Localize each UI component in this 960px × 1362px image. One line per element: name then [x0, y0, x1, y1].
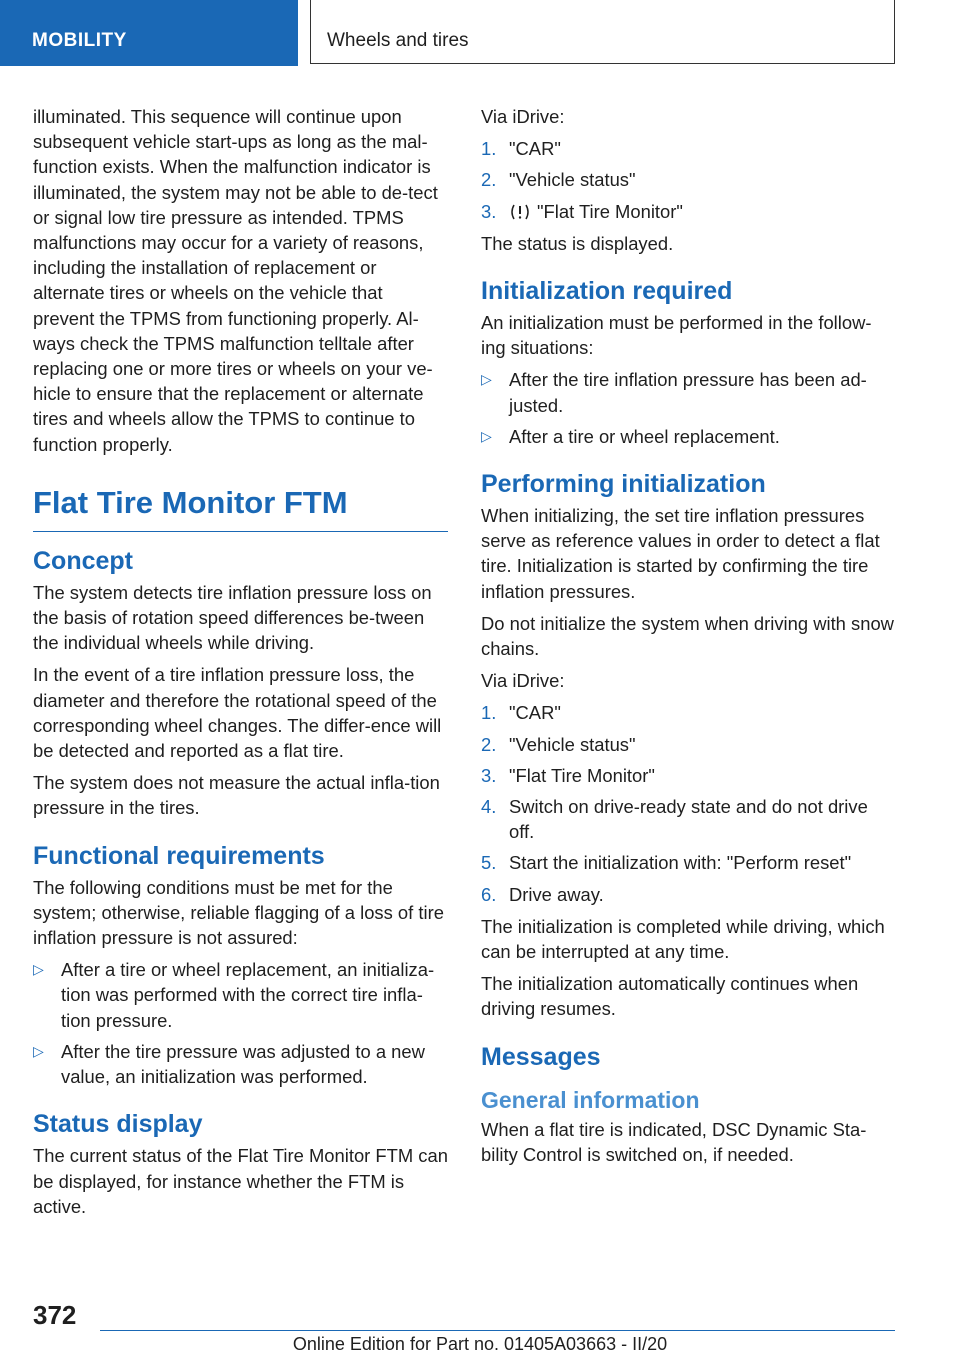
performing-initialization-heading: Performing initialization — [481, 470, 766, 499]
footer-divider — [100, 1330, 895, 1331]
bullet-triangle-icon: ▷ — [33, 1042, 44, 1059]
list-item: ▷ After a tire or wheel replacement. — [481, 424, 895, 449]
general-information-heading: General information — [481, 1086, 700, 1113]
list-item: 5. Start the initialization with: "Perform reset" — [481, 852, 852, 874]
chapter-title: Wheels and tires — [327, 30, 469, 51]
list-item: 3. "Flat Tire Monitor" — [481, 764, 655, 786]
functional-requirements-heading: Functional requirements — [33, 841, 325, 870]
init-required-paragraph: An initialization must be performed in the follow-ing situations: — [481, 312, 872, 359]
page-number: 372 — [33, 1300, 77, 1330]
left-column — [33, 104, 448, 1226]
performing-paragraph: The initialization automatically continues when driving resumes. — [481, 973, 859, 1020]
messages-paragraph: When a flat tire is indicated, DSC Dynamic Sta-bility Control is switched on, if needed. — [481, 1118, 867, 1165]
footer-edition: Online Edition for Part no. 01405A03663 - II/20 — [292, 1334, 668, 1354]
concept-paragraph: In the event of a tire inflation pressure loss, the diameter and therefore the rotational speed of the corresponding wheel changes. The differ-ence will be detected and reported as a flat tire. — [33, 664, 442, 762]
list-item: ▷ After a tire or wheel replacement, an initializa-tion was performed with the correct tire infla-tion pressure. — [33, 959, 435, 1031]
list-item: 1. "CAR" — [481, 138, 561, 160]
initialization-steps-list — [481, 700, 895, 906]
performing-paragraph: When initializing, the set tire inflation pressures serve as reference values in order to detect a flat tire. Initialization is started by confirming the tire inflation pressures. — [481, 505, 880, 602]
list-item: 2. "Vehicle status" — [481, 169, 636, 191]
list-item: ▷ After the tire inflation pressure has been ad-justed. — [481, 369, 867, 416]
list-item: ▷ After the tire pressure was adjusted to a new value, an initialization was performed. — [33, 1040, 425, 1088]
initialization-required-heading: Initialization required — [481, 277, 733, 306]
messages-heading: Messages — [481, 1042, 601, 1071]
performing-paragraph: Do not initialize the system when driving with snow chains. — [481, 612, 894, 660]
via-idrive-label: Via iDrive: — [481, 106, 565, 127]
section-label: MOBILITY — [32, 30, 127, 51]
chapter-header — [310, 0, 895, 64]
status-paragraph: The current status of the Flat Tire Monitor FTM can be displayed, for instance whether the FTM is active. — [33, 1145, 448, 1217]
performing-paragraph: The initialization is completed while driving, which can be interrupted at any time. — [481, 915, 885, 963]
page-title: Flat Tire Monitor FTM — [33, 485, 448, 532]
intro-paragraph: illuminated. This sequence will continue upon subsequent vehicle start-ups as long as the mal-function exists. When the malfunction indicator is illuminated, the system may not be able to de-tect or signal low tire pressure as intended. TPMS malfunctions may occur for a variety of reasons, including the installation of replacement or alternate tires or wheels on the vehicle that prevent the TPMS from functioning properly. Al-ways check the TPMS malfunction telltale after replacing one or more tires or wheels on your ve-hicle to ensure that the replacement or alternate tires and wheels allow the TPMS to continue to function properly. — [33, 106, 438, 455]
list-item: 2. "Vehicle status" — [481, 733, 636, 755]
concept-paragraph: The system detects tire inflation pressure loss on the basis of rotation speed differences be-tween the individual wheels while driving. — [33, 581, 432, 654]
functional-bullet-list — [33, 957, 448, 1089]
flat-tire-warning-icon — [509, 203, 531, 221]
list-item: 3. "Flat Tire Monitor" — [481, 200, 683, 222]
section-tab — [0, 0, 298, 66]
bullet-triangle-icon: ▷ — [33, 961, 44, 978]
via-idrive-label: Via iDrive: — [481, 670, 565, 692]
bullet-triangle-icon: ▷ — [481, 427, 492, 444]
list-item: 6. Drive away. — [481, 883, 604, 905]
concept-paragraph: The system does not measure the actual infla-tion pressure in the tires. — [33, 772, 440, 819]
status-steps-list — [481, 136, 895, 224]
functional-paragraph: The following conditions must be met for the system; otherwise, reliable flagging of a loss of tire inflation pressure is not assured: — [33, 876, 444, 949]
right-column — [481, 104, 895, 1174]
list-item: 4. Switch on drive-ready state and do not drive off. — [481, 796, 868, 843]
init-required-bullet-list — [481, 367, 895, 449]
list-item: 1. "CAR" — [481, 702, 561, 724]
status-display-heading: Status display — [33, 1110, 203, 1139]
bullet-triangle-icon: ▷ — [481, 371, 492, 388]
concept-heading: Concept — [33, 546, 133, 575]
status-displayed-text: The status is displayed. — [481, 232, 674, 254]
